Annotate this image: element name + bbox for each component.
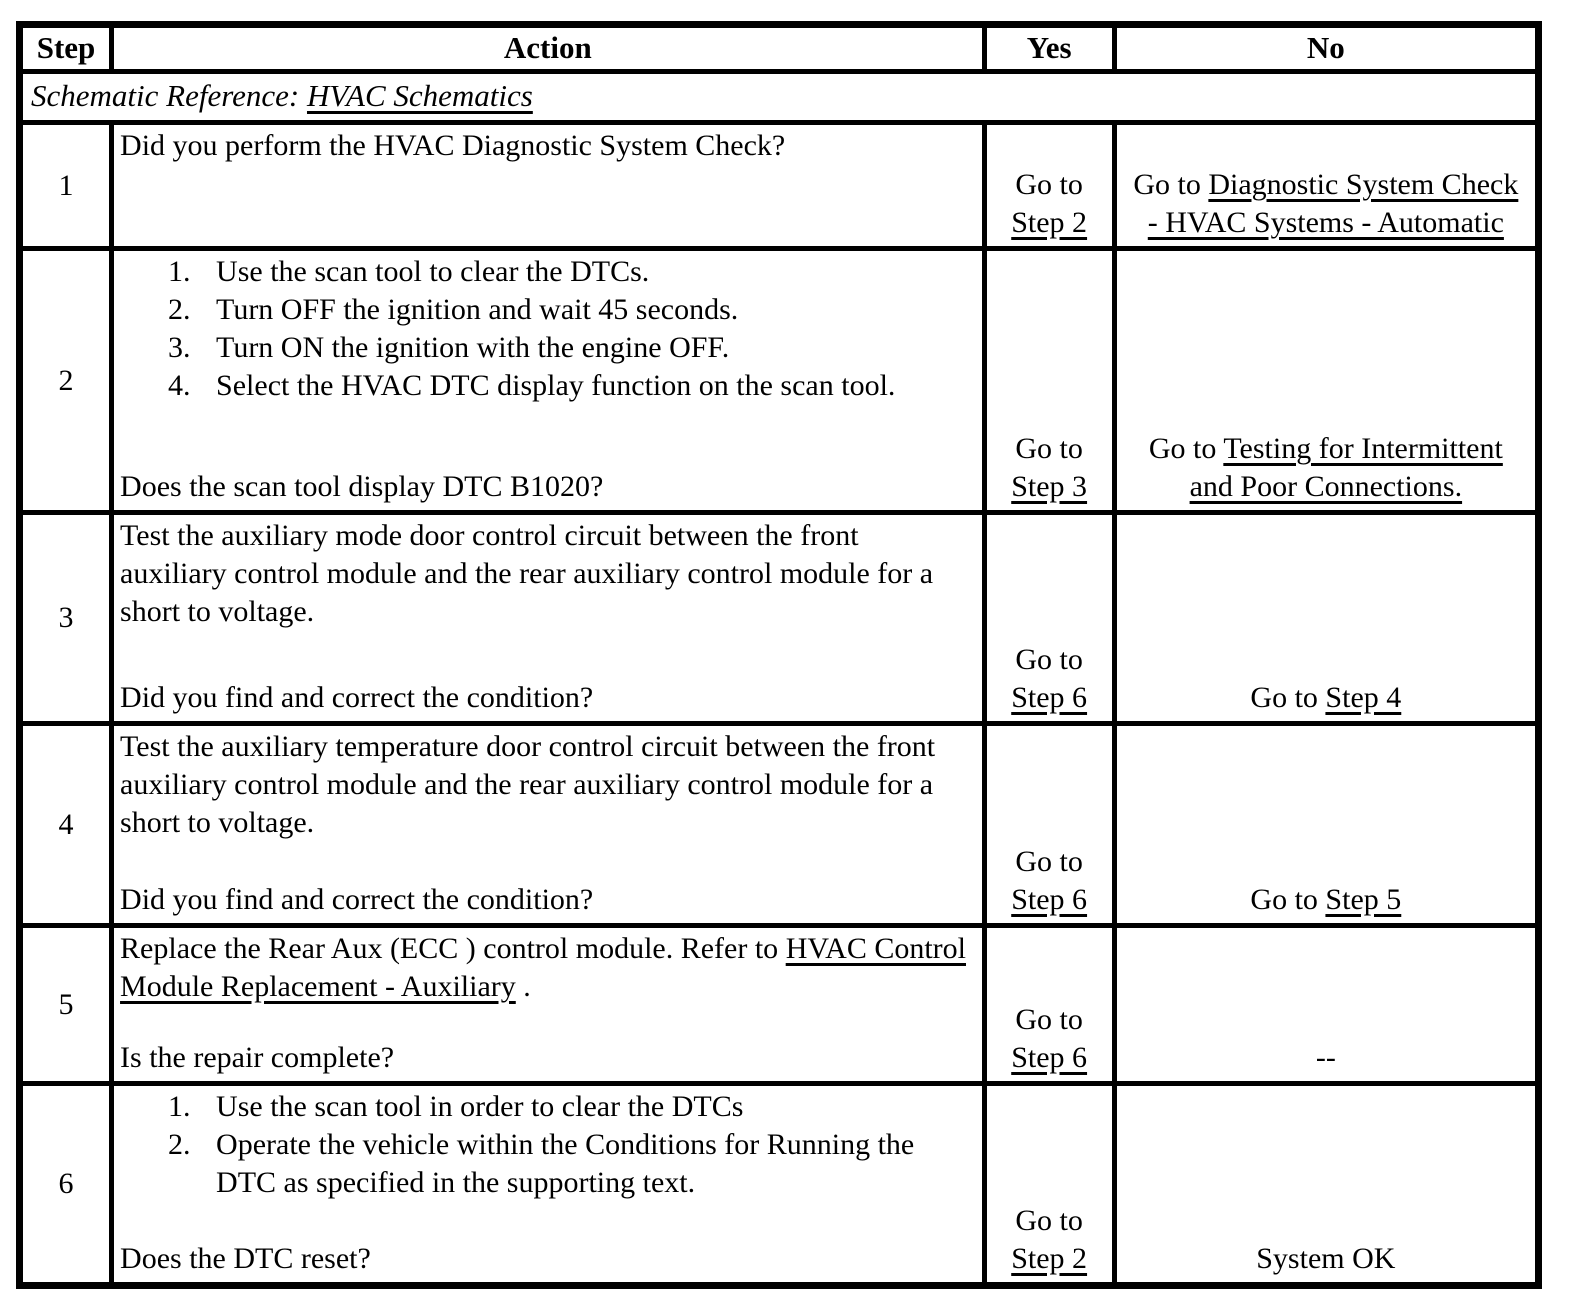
diagnostic-table — [16, 21, 1542, 1289]
list-item-text — [202, 291, 738, 329]
action-paragraph — [120, 127, 972, 165]
yes-text — [989, 1202, 1110, 1278]
no-cell — [1114, 1084, 1538, 1286]
header-row — [20, 25, 1539, 72]
action-content — [114, 125, 982, 246]
list-item-text — [202, 1088, 743, 1126]
action-cell — [112, 724, 985, 926]
list-item — [168, 291, 972, 329]
text-segment: Use the scan tool to clear the DTCs. — [216, 255, 650, 288]
action-text — [120, 253, 972, 405]
no-cell — [1114, 926, 1538, 1084]
text-segment: Test the auxiliary temperature door control circuit between the front auxiliary control module and the rear auxiliary control module for a short to voltage. — [120, 730, 936, 839]
step-cell — [20, 1084, 112, 1286]
yes-content — [987, 251, 1112, 510]
text-segment: Did you find and correct the condition? — [120, 883, 594, 916]
no-content — [1117, 125, 1535, 246]
yes-text — [989, 166, 1110, 242]
yes-content — [987, 125, 1112, 246]
action-cell — [112, 249, 985, 513]
no-cell — [1114, 123, 1538, 249]
text-segment: Turn OFF the ignition and wait 45 seconds. — [216, 293, 739, 326]
table-row — [20, 724, 1539, 926]
no-text — [1250, 881, 1401, 919]
text-segment: Operate the vehicle within the Conditions for Running the DTC as specified in the supporting text. — [216, 1128, 915, 1199]
schematic-reference-cell — [20, 72, 1539, 123]
column-header-yes: Yes — [984, 25, 1114, 72]
inline-link[interactable]: HVAC Control Module Replacement - Auxiliary — [120, 932, 966, 1003]
step-cell — [20, 249, 112, 513]
action-paragraph — [120, 930, 972, 1006]
list-item — [168, 253, 972, 291]
step-cell — [20, 513, 112, 724]
table-row — [20, 513, 1539, 724]
inline-link[interactable]: Step 5 — [1325, 883, 1402, 916]
text-segment: System OK — [1256, 1242, 1396, 1275]
no-text — [1316, 1039, 1336, 1077]
step-number: 4 — [58, 807, 74, 841]
text-segment: Test the auxiliary mode door control circuit between the front auxiliary control module and the rear auxiliary control module for a short to voltage. — [120, 519, 934, 628]
action-cell — [112, 1084, 985, 1286]
question-text — [120, 468, 972, 506]
text-segment: Did you perform the HVAC Diagnostic System Check? — [120, 129, 786, 162]
text-segment: Go to — [1015, 432, 1083, 465]
table-row — [20, 123, 1539, 249]
ordered-list — [168, 1088, 972, 1202]
list-number: 4. — [168, 369, 191, 402]
no-content — [1117, 726, 1535, 923]
text-segment: . — [515, 970, 531, 1003]
no-content — [1117, 1086, 1535, 1282]
text-segment: Select the HVAC DTC display function on the scan tool. — [216, 369, 896, 402]
text-segment: Replace the Rear Aux (ECC ) control module. Refer to — [120, 932, 786, 965]
schematic-reference-label: Schematic Reference: — [31, 78, 307, 113]
table-row — [20, 926, 1539, 1084]
yes-text — [989, 641, 1110, 717]
question-text — [120, 1039, 972, 1077]
text-segment: Go to — [1015, 643, 1083, 676]
ordered-list — [168, 253, 972, 405]
column-header-step: Step — [20, 25, 112, 72]
inline-link[interactable]: Step 2 — [1011, 1242, 1088, 1275]
yes-cell — [984, 1084, 1114, 1286]
text-segment: Go to — [1133, 168, 1209, 201]
text-segment: Go to — [1148, 432, 1224, 465]
yes-cell — [984, 724, 1114, 926]
inline-link[interactable]: Diagnostic System Check - HVAC Systems - Automatic — [1147, 168, 1519, 239]
column-header-action: Action — [112, 25, 985, 72]
action-paragraph — [120, 517, 972, 631]
column-header-no: No — [1114, 25, 1538, 72]
step-cell — [20, 724, 112, 926]
table-row — [20, 249, 1539, 513]
text-segment: Does the scan tool display DTC B1020? — [120, 470, 604, 503]
action-cell — [112, 926, 985, 1084]
inline-link[interactable]: Step 4 — [1325, 681, 1402, 714]
no-cell — [1114, 249, 1538, 513]
list-number: 3. — [168, 331, 191, 364]
step-number: 3 — [58, 601, 74, 634]
text-segment: Go to — [1250, 883, 1326, 916]
inline-link[interactable]: Step 6 — [1011, 883, 1088, 916]
action-content — [114, 1086, 982, 1282]
text-segment: Is the repair complete? — [120, 1041, 395, 1074]
step-number: 5 — [58, 987, 74, 1021]
no-text — [1250, 679, 1401, 717]
list-number: 1. — [168, 1090, 191, 1123]
no-text — [1125, 166, 1527, 242]
list-item-text — [202, 253, 649, 291]
action-text — [120, 728, 972, 842]
question-text — [120, 881, 972, 919]
text-segment: Turn ON the ignition with the engine OFF. — [216, 331, 730, 364]
yes-content — [987, 1086, 1112, 1282]
action-text — [120, 930, 972, 1006]
question-text — [120, 679, 972, 717]
no-text — [1256, 1240, 1395, 1278]
list-number: 2. — [168, 1128, 191, 1161]
list-item — [168, 367, 972, 405]
schematic-reference-row — [20, 72, 1539, 123]
no-content — [1117, 251, 1535, 510]
list-item-text — [202, 367, 895, 405]
action-cell — [112, 123, 985, 249]
step-cell — [20, 123, 112, 249]
inline-link[interactable]: Step 6 — [1011, 1041, 1088, 1074]
action-paragraph — [120, 728, 972, 842]
yes-content — [987, 515, 1112, 721]
step-number: 6 — [58, 1167, 74, 1200]
step-cell — [20, 926, 112, 1084]
question-text — [120, 1240, 972, 1278]
no-cell — [1114, 724, 1538, 926]
text-segment: -- — [1315, 1041, 1336, 1074]
action-content — [114, 928, 982, 1081]
list-item-text — [202, 329, 729, 367]
list-number: 1. — [168, 255, 191, 288]
action-cell — [112, 513, 985, 724]
inline-link[interactable]: Step 6 — [1011, 681, 1088, 714]
inline-link[interactable]: Testing for Intermittent and Poor Connections. — [1189, 432, 1503, 503]
text-segment: Does the DTC reset? — [120, 1242, 371, 1275]
action-content — [114, 251, 982, 510]
text-segment: Use the scan tool in order to clear the DTCs — [216, 1090, 744, 1123]
yes-cell — [984, 249, 1114, 513]
yes-cell — [984, 123, 1114, 249]
yes-content — [987, 726, 1112, 923]
inline-link[interactable]: Step 2 — [1011, 206, 1088, 239]
action-content — [114, 726, 982, 923]
text-segment: Go to — [1015, 168, 1083, 201]
yes-cell — [984, 926, 1114, 1084]
table-row — [20, 1084, 1539, 1286]
schematic-reference-link[interactable]: HVAC Schematics — [306, 78, 533, 113]
text-segment: Did you find and correct the condition? — [120, 681, 594, 714]
list-number: 2. — [168, 293, 191, 326]
text-segment: Go to — [1015, 1003, 1083, 1036]
yes-text — [989, 430, 1110, 506]
no-text — [1125, 430, 1527, 506]
action-text — [120, 1088, 972, 1202]
text-segment: Go to — [1015, 845, 1083, 878]
action-content — [114, 515, 982, 721]
list-item-text — [202, 1126, 972, 1202]
list-item — [168, 1126, 972, 1202]
text-segment: Go to — [1250, 681, 1326, 714]
no-content — [1117, 515, 1535, 721]
action-text — [120, 517, 972, 631]
list-item — [168, 1088, 972, 1126]
yes-cell — [984, 513, 1114, 724]
inline-link[interactable]: Step 3 — [1011, 470, 1088, 503]
yes-content — [987, 928, 1112, 1081]
yes-text — [989, 843, 1110, 919]
text-segment: Go to — [1015, 1204, 1083, 1237]
no-cell — [1114, 513, 1538, 724]
yes-text — [989, 1001, 1110, 1077]
list-item — [168, 329, 972, 367]
action-text — [120, 127, 972, 165]
step-number: 2 — [58, 363, 74, 397]
no-content — [1117, 928, 1535, 1081]
step-number: 1 — [58, 168, 74, 202]
